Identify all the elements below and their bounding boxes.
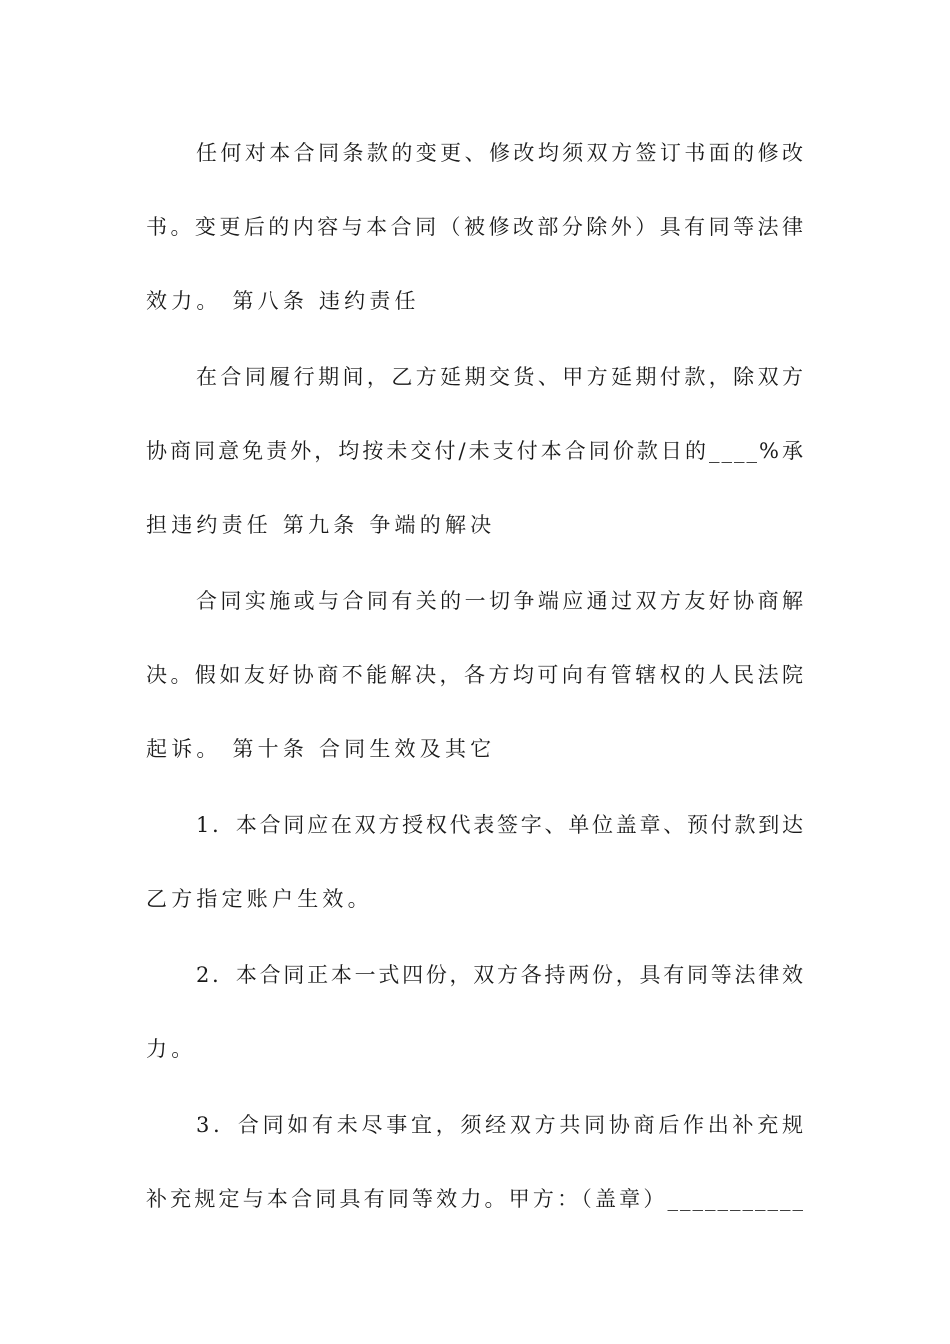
paragraph-line: 决。假如友好协商不能解决，各方均可向有管辖权的人民法院 (146, 663, 805, 687)
clause-3-supplements (146, 1088, 805, 1236)
paragraph-breach-liability (146, 340, 805, 562)
paragraph-line-signature-party-a: 补充规定与本合同具有同等效力。甲方：（盖章）___________ (146, 1187, 805, 1211)
paragraph-line: 3．合同如有未尽事宜，须经双方共同协商后作出补充规 (196, 1113, 805, 1137)
paragraph-line-with-article-heading: 效力。 第八条 违约责任 (146, 289, 420, 313)
paragraph-dispute-resolution (146, 564, 805, 786)
paragraph-line: 2．本合同正本一式四份，双方各持两份，具有同等法律效 (196, 963, 805, 987)
paragraph-line: 1．本合同应在双方授权代表签字、单位盖章、预付款到达 (196, 813, 805, 837)
clause-2-copies (146, 938, 805, 1086)
paragraph-line: 书。变更后的内容与本合同（被修改部分除外）具有同等法律 (146, 215, 805, 239)
paragraph-line-with-article-heading: 起诉。 第十条 合同生效及其它 (146, 737, 496, 761)
paragraph-line: 乙方指定账户生效。 (146, 887, 373, 911)
document-body (146, 116, 805, 1238)
clause-1-effectiveness (146, 788, 805, 936)
paragraph-line: 力。 (146, 1037, 197, 1061)
paragraph-line: 合同实施或与合同有关的一切争端应通过双方友好协商解 (196, 589, 805, 613)
paragraph-line-with-article-heading: 担违约责任 第九条 争端的解决 (146, 513, 496, 537)
paragraph-amendment (146, 116, 805, 338)
paragraph-line: 协商同意免责外，均按未交付/未支付本合同价款日的____%承 (146, 439, 805, 463)
paragraph-line: 任何对本合同条款的变更、修改均须双方签订书面的修改 (196, 141, 805, 165)
paragraph-line: 在合同履行期间，乙方延期交货、甲方延期付款，除双方 (196, 365, 805, 389)
